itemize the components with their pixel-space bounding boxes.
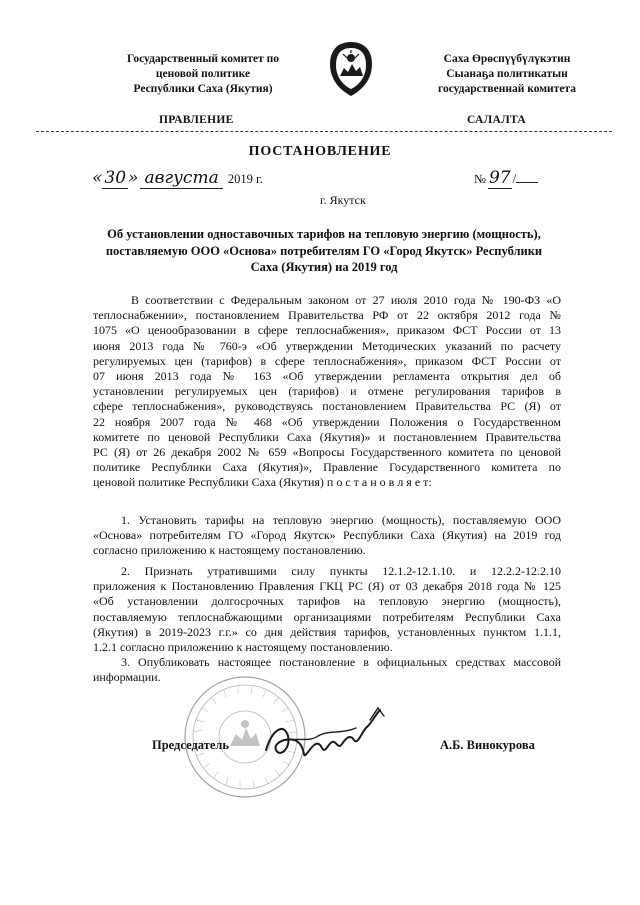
preamble-line: 1075 «О ценообразовании в сфере теплоснабжения», приказом ФСТ России от 13 bbox=[93, 323, 561, 338]
preamble-line: комитете по ценовой Республики Саха (Якутия)» и постановлением Правительства bbox=[93, 429, 561, 444]
number-suffix: / bbox=[512, 172, 517, 186]
subject-line: Об установлении одноставочных тарифов на тепловую энергию (мощность), bbox=[107, 227, 541, 241]
coat-of-arms-emblem bbox=[326, 40, 376, 98]
item-2-line: поставляемую теплоснабжающими организациями потребителям Республики Саха bbox=[93, 609, 561, 624]
header-left-line: Государственный комитет по bbox=[127, 53, 279, 65]
preamble-line: политике Республики Саха (Якутия)», Правление Государственного комитета по bbox=[93, 460, 561, 475]
preamble-line: ценовой политике Республики Саха (Якутия) п о с т а н о в л я е т: bbox=[93, 475, 432, 490]
subject-line: Саха (Якутия) на 2019 год bbox=[250, 260, 398, 274]
preamble-line: установлении регулируемых цен (тарифов) и отмене регулирования тарифов в bbox=[93, 384, 561, 399]
document-subject bbox=[90, 226, 558, 276]
item-1-paragraph bbox=[93, 513, 561, 559]
date-day: 30 bbox=[104, 168, 127, 188]
preamble-line: июня 2013 года № 760-э «Об утверждении Методических указаний по расчету bbox=[93, 338, 561, 353]
header-left-line: Республики Саха (Якутия) bbox=[133, 83, 273, 95]
date-close-quote: » bbox=[128, 168, 139, 188]
number-blank bbox=[516, 182, 538, 183]
preamble-line: 22 ноября 2007 года № 468 «Об утверждении Положения о Государственном bbox=[93, 414, 561, 429]
item-3-line: информации. bbox=[93, 670, 161, 685]
date-year: 2019 г. bbox=[227, 172, 263, 186]
item-2-line: приложения к Постановлению Правления ГКЦ РС (Я) от 03 декабря 2018 года № 125 bbox=[93, 579, 561, 594]
date-month: августа bbox=[140, 168, 222, 189]
item-2-line: 1.2.1 согласно приложению к настоящему постановлению. bbox=[93, 639, 393, 654]
preamble-paragraph bbox=[93, 293, 561, 490]
header-left-line: ценовой политике bbox=[155, 68, 251, 80]
document-title: ПОСТАНОВЛЕНИЕ bbox=[248, 144, 392, 159]
header-right-org bbox=[402, 52, 612, 97]
item-3-line: 3. Опубликовать настоящее постановление в официальных средствах массовой bbox=[121, 655, 561, 669]
document-city: г. Якутск bbox=[320, 193, 366, 207]
document-date bbox=[92, 168, 263, 189]
board-label-ru: ПРАВЛЕНИЕ bbox=[159, 114, 234, 126]
item-2-line: 2. Признать утратившими силу пункты 12.1.2-12.1.10. и 12.2.2-12.2.10 bbox=[121, 564, 561, 578]
document-number bbox=[474, 168, 538, 189]
number-value: 97 bbox=[488, 168, 511, 188]
item-1-line: согласно приложению к настоящему постановлению. bbox=[93, 543, 366, 558]
item-3-paragraph bbox=[93, 655, 561, 685]
header-divider bbox=[36, 131, 612, 132]
preamble-line: РС (Я) от 26 декабря 2002 № 659 «Вопросы Государственного комитета по ценовой bbox=[93, 444, 561, 459]
preamble-line: теплоснабжении», постановлением Правительства РФ от 22 октября 2012 года № bbox=[93, 308, 561, 323]
item-2-line: «Об установлении долгосрочных тарифов на тепловую энергию (мощность), bbox=[93, 594, 561, 609]
header-left-org bbox=[98, 52, 308, 97]
board-label-sakha: САЛАЛТА bbox=[467, 114, 526, 126]
header-right-line: Саха Өрөспүүбүлүкэтин bbox=[443, 53, 571, 65]
date-open-quote: « bbox=[92, 168, 103, 188]
signatory-name: А.Б. Винокурова bbox=[440, 738, 535, 752]
header-right-line: государственнай комитета bbox=[438, 83, 576, 95]
subject-line: поставляемую ООО «Основа» потребителям ГО «Город Якутск» Республики bbox=[105, 243, 543, 258]
signatory-title: Председатель bbox=[152, 738, 230, 752]
item-1-line: 1. Установить тарифы на тепловую энергию (мощность), поставляемую ООО bbox=[121, 513, 561, 527]
preamble-line: 07 июня 2013 года № 163 «Об утверждении регламента открытия дел об bbox=[93, 368, 561, 383]
preamble-line: регулируемых цен (тарифов) в сфере теплоснабжения», приказом ФСТ России от bbox=[93, 353, 561, 368]
header-right-line: Сыанаҕа политикатын bbox=[446, 68, 568, 80]
preamble-line: сфере теплоснабжения», руководствуясь постановлением Правительства РС (Я) от bbox=[93, 399, 561, 414]
number-prefix: № bbox=[474, 172, 486, 186]
item-1-line: «Основа» потребителям ГО «Город Якутск» Республики Саха (Якутия) на 2019 год bbox=[93, 528, 561, 543]
item-2-line: (Якутия) в 2019-2023 г.г.» со дня действия тарифов, установленных пунктом 1.1.1, bbox=[93, 624, 561, 639]
item-2-paragraph bbox=[93, 564, 561, 655]
preamble-line: В соответствии с Федеральным законом от 27 июля 2010 года № 190-ФЗ «О bbox=[131, 293, 561, 307]
handwritten-signature bbox=[258, 700, 388, 780]
